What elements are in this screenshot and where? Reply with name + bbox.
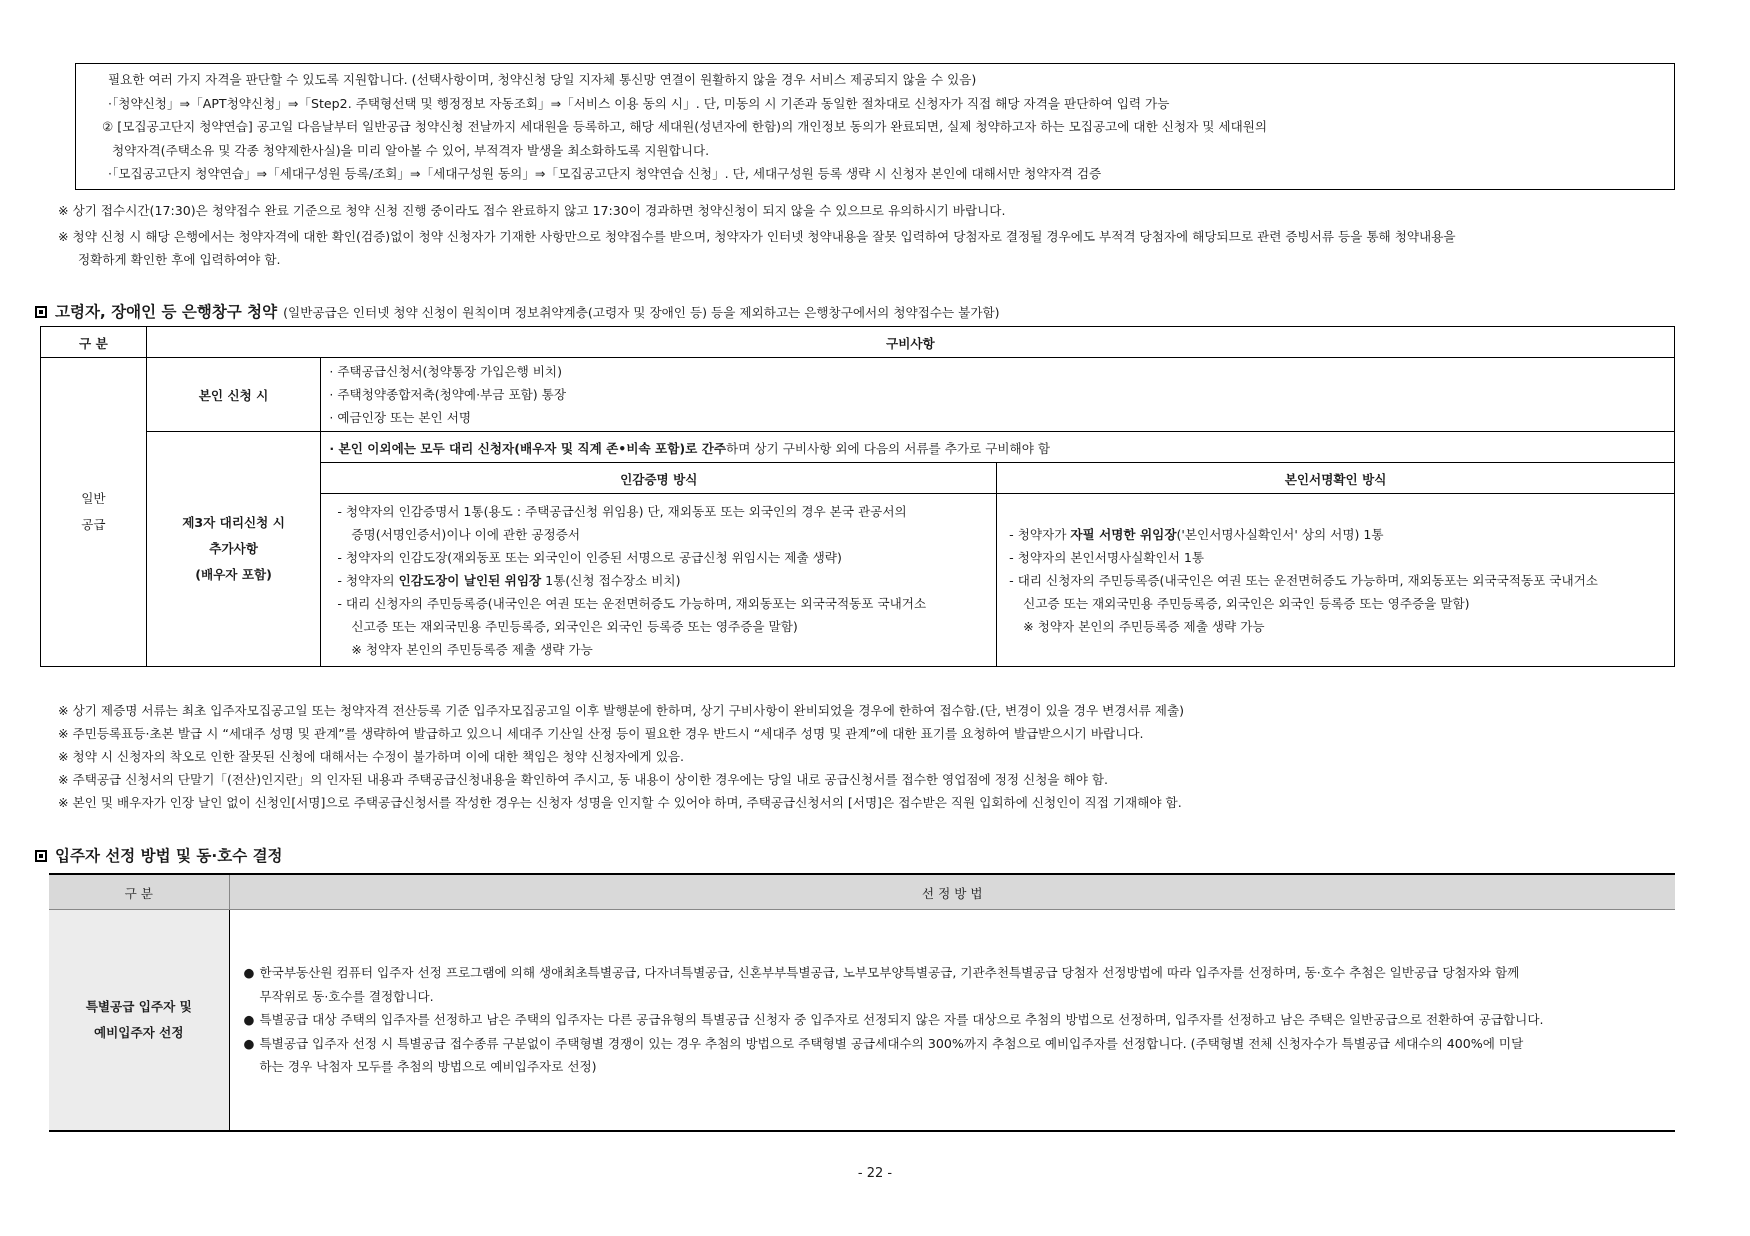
row-label: 특별공급 입주자 및 xyxy=(85,999,192,1014)
table-header-category: 구 분 xyxy=(49,874,229,910)
square-bullet-icon xyxy=(35,850,47,862)
list-item: - 대리 신청자의 주민등록증(내국인은 여권 또는 운전면허증도 가능하며, 재외동포는 외국국적동포 국내거소 xyxy=(1009,572,1598,588)
list-item: · 예금인장 또는 본인 서명 xyxy=(329,410,472,425)
list-item: - 청약자의 본인서명사실확인서 1통 xyxy=(1009,549,1205,565)
list-item: 신고증 또는 재외국민용 주민등록증, 외국인은 외국인 등록증 또는 영주증을 말함) xyxy=(1023,595,1470,611)
note-line: 정확하게 확인한 후에 입력하여야 함. xyxy=(78,252,281,267)
top-box-line: ·「청약신청」⇒「APT청약신청」⇒「Step2. 주택형선택 및 행정정보 자동조회」⇒「서비스 이용 동의 시」. 단, 미동의 시 기존과 동일한 절차대로 신청자가 직접 해당 자격을 판단하여 입력 가능 xyxy=(108,95,1170,111)
section-title-bank-window xyxy=(35,300,1000,322)
list-item xyxy=(329,569,988,592)
bullet-text: 특별공급 입주자 선정 시 특별공급 접수종류 구분없이 주택형별 경쟁이 있는 경우 추첨의 방법으로 주택형별 공급세대수의 300%까지 추첨으로 예비입주자를 선정합니다. (주택형별 전체 신청자수가 특별공급 세대수의 400%에 미달 xyxy=(259,1035,1524,1051)
note-line: ※ 주민등록표등·초본 발급 시 “세대주 성명 및 관계”를 생략하여 발급하고 있으니 세대주 기산일 산정 등이 필요한 경우 반드시 “세대주 성명 및 관계”에 대한 표기를 요청하여 발급받으시기 바랍니다. xyxy=(58,726,1144,741)
method-description-cell xyxy=(229,910,1675,1132)
bullet-dot-icon: ● xyxy=(243,965,255,981)
proxy-intro-bold: · 본인 이외에는 모두 대리 신청자(배우자 및 직계 존•비속 포함)로 간주 xyxy=(329,440,727,456)
bullet-continuation: 하는 경우 낙첨자 모두를 추첨의 방법으로 예비입주자로 선정) xyxy=(259,1059,597,1075)
list-item-bold: 인감도장이 날인된 위임장 xyxy=(398,572,542,588)
bullet-dot-icon: ● xyxy=(243,1035,255,1051)
seal-certificate-method-items xyxy=(321,494,997,667)
top-box-line: ② [모집공고단지 청약연습] 공고일 다음날부터 일반공급 청약신청 전날까지 세대원을 등록하고, 해당 세대원(성년자에 한함)의 개인정보 동의가 완료되면, 실제 청약하고자 하는 모집공고에 대한 신청자 및 세대원의 xyxy=(102,119,1268,134)
self-application-label: 본인 신청 시 xyxy=(146,358,321,432)
list-item-pre: - 청약자의 xyxy=(337,572,399,588)
note-line: ※ 상기 제증명 서류는 최초 입주자모집공고일 또는 청약자격 전산등록 기준 입주자모집공고일 이후 발행분에 한하며, 상기 구비사항이 완비되었을 경우에 한하여 접수함.(단, 변경이 있을 경우 변경서류 제출) xyxy=(58,703,1185,718)
top-box-line: ·「모집공고단지 청약연습」⇒「세대구성원 등록/조회」⇒「세대구성원 동의」⇒「모집공고단지 청약연습 신청」. 단, 세대구성원 등록 생략 시 신청자 본인에 대해서만 청약자격 검증 xyxy=(108,166,1102,181)
proxy-intro-rest: 하며 상기 구비사항 외에 다음의 서류를 추가로 구비해야 함 xyxy=(726,440,1051,456)
section-title-text: 고령자, 장애인 등 은행창구 청약 xyxy=(55,303,278,321)
top-box-line: 필요한 여러 가지 자격을 판단할 수 있도록 지원합니다. (선택사항이며, 청약신청 당일 지자체 통신망 연결이 원활하지 않을 경우 서비스 제공되지 않을 수 있음) xyxy=(108,72,977,87)
page-number: - 22 - xyxy=(857,1166,893,1181)
list-item: - 청약자의 인감도장(재외동포 또는 외국인이 인증된 서명으로 공급신청 위임시는 제출 생략) xyxy=(337,549,842,565)
section-title-text: 입주자 선정 방법 및 동·호수 결정 xyxy=(55,847,283,865)
group-label: 일반 xyxy=(81,491,106,506)
list-item: · 주택공급신청서(청약통장 가입은행 비치) xyxy=(329,364,563,379)
list-item xyxy=(1005,523,1666,546)
table-header-requirements: 구비사항 xyxy=(146,327,1674,358)
section-subtitle: (일반공급은 인터넷 청약 신청이 원칙이며 정보취약계층(고령자 및 장애인 등) 등을 제외하고는 은행창구에서의 청약접수는 불가함) xyxy=(283,305,1000,320)
list-item-post: 1통(신청 접수장소 비치) xyxy=(541,572,681,588)
selection-method-table xyxy=(49,873,1675,1132)
proxy-intro xyxy=(321,432,1675,463)
bullet-text: 한국부동산원 컴퓨터 입주자 선정 프로그램에 의해 생애최초특별공급, 다자녀특별공급, 신혼부부특별공급, 노부모부양특별공급, 기관추천특별공급 당첨자 선정방법에 따라 입주자를 선정하며, 동·호수 추첨은 일반공급 당첨자와 함께 xyxy=(259,965,1520,981)
row-label: 예비입주자 선정 xyxy=(93,1025,184,1040)
list-item-bold: 자필 서명한 위임장 xyxy=(1070,526,1177,542)
list-item: · 주택청약종합저축(청약예·부금 포함) 통장 xyxy=(329,387,567,402)
list-item-pre: - 청약자가 xyxy=(1009,526,1071,542)
signature-confirm-method-items xyxy=(997,494,1675,667)
note-line: ※ 상기 접수시간(17:30)은 청약접수 완료 기준으로 청약 신청 진행 중이라도 접수 완료하지 않고 17:30이 경과하면 청약신청이 되지 않을 수 있으므로 유의하시기 바랍니다. xyxy=(58,203,1006,218)
bullet-dot-icon: ● xyxy=(243,1012,255,1028)
list-item: ※ 청약자 본인의 주민등록증 제출 생략 가능 xyxy=(351,641,593,657)
bullet-item xyxy=(242,1032,1666,1056)
list-item: - 청약자의 인감증명서 1통(용도 : 주택공급신청 위임용) 단, 재외동포 또는 외국인의 경우 본국 관공서의 xyxy=(337,503,907,519)
group-label-cell xyxy=(41,358,147,667)
list-item-post: ('본인서명사실확인서' 상의 서명) 1통 xyxy=(1176,526,1384,542)
table-header-method: 선 정 방 법 xyxy=(229,874,1675,910)
proxy-label: 추가사항 xyxy=(209,541,258,556)
bank-window-requirements-table xyxy=(40,326,1675,667)
note-line: ※ 청약 시 신청자의 착오로 인한 잘못된 신청에 대해서는 수정이 불가하며 이에 대한 책임은 청약 신청자에게 있음. xyxy=(58,749,685,764)
self-application-items xyxy=(321,358,1675,432)
proxy-label: (배우자 포함) xyxy=(195,567,272,582)
top-box-line: 청약자격(주택소유 및 각종 청약제한사실)을 미리 알아볼 수 있어, 부적격자 발생을 최소화하도록 지원합니다. xyxy=(112,142,710,158)
list-item: - 대리 신청자의 주민등록증(내국인은 여권 또는 운전면허증도 가능하며, 재외동포는 외국국적동포 국내거소 xyxy=(337,595,927,611)
bullet-continuation: 무작위로 동·호수를 결정합니다. xyxy=(259,988,434,1004)
square-bullet-icon xyxy=(35,306,47,318)
proxy-label: 제3자 대리신청 시 xyxy=(182,515,285,530)
section-title-selection-method xyxy=(35,844,283,866)
method-a-header: 인감증명 방식 xyxy=(321,463,997,494)
group-label: 공급 xyxy=(81,517,106,532)
list-item: 증명(서명인증서)이나 이에 관한 공정증서 xyxy=(351,526,581,542)
list-item: 신고증 또는 재외국민용 주민등록증, 외국인은 외국인 등록증 또는 영주증을 말함) xyxy=(351,618,798,634)
note-line: ※ 청약 신청 시 해당 은행에서는 청약자격에 대한 확인(검증)없이 청약 신청자가 기재한 사항만으로 청약접수를 받으며, 청약자가 인터넷 청약내용을 잘못 입력하여 당첨자로 결정될 경우에도 부적격 당첨자에 해당되므로 관련 증빙서류 등을 통해 청약내용을 xyxy=(58,229,1456,244)
note-line: ※ 주택공급 신청서의 단말기「(전산)인지란」의 인자된 내용과 주택공급신청내용을 확인하여 주시고, 동 내용이 상이한 경우에는 당일 내로 공급신청서를 접수한 영업점에 정정 신청을 해야 함. xyxy=(58,772,1109,787)
bullet-item xyxy=(242,1008,1666,1032)
list-item: ※ 청약자 본인의 주민등록증 제출 생략 가능 xyxy=(1023,618,1265,634)
top-info-box xyxy=(75,63,1675,190)
table-header-category: 구 분 xyxy=(41,327,147,358)
note-line: ※ 본인 및 배우자가 인장 날인 없이 신청인[서명]으로 주택공급신청서를 작성한 경우는 신청자 성명을 인지할 수 있어야 하며, 주택공급신청서의 [서명]은 접수받은 직원 입회하에 신청인이 직접 기재해야 함. xyxy=(58,795,1182,810)
bullet-item xyxy=(242,961,1666,985)
proxy-application-label-cell xyxy=(146,432,321,667)
row-label-cell xyxy=(49,910,229,1132)
bullet-text: 특별공급 대상 주택의 입주자를 선정하고 남은 주택의 입주자는 다른 공급유형의 특별공급 신청자 중 입주자로 선정되지 않은 자를 대상으로 추첨의 방법으로 선정하며, 입주자를 선정하고 남은 주택은 일반공급으로 전환하여 공급합니다. xyxy=(259,1012,1544,1028)
method-b-header: 본인서명확인 방식 xyxy=(997,463,1675,494)
